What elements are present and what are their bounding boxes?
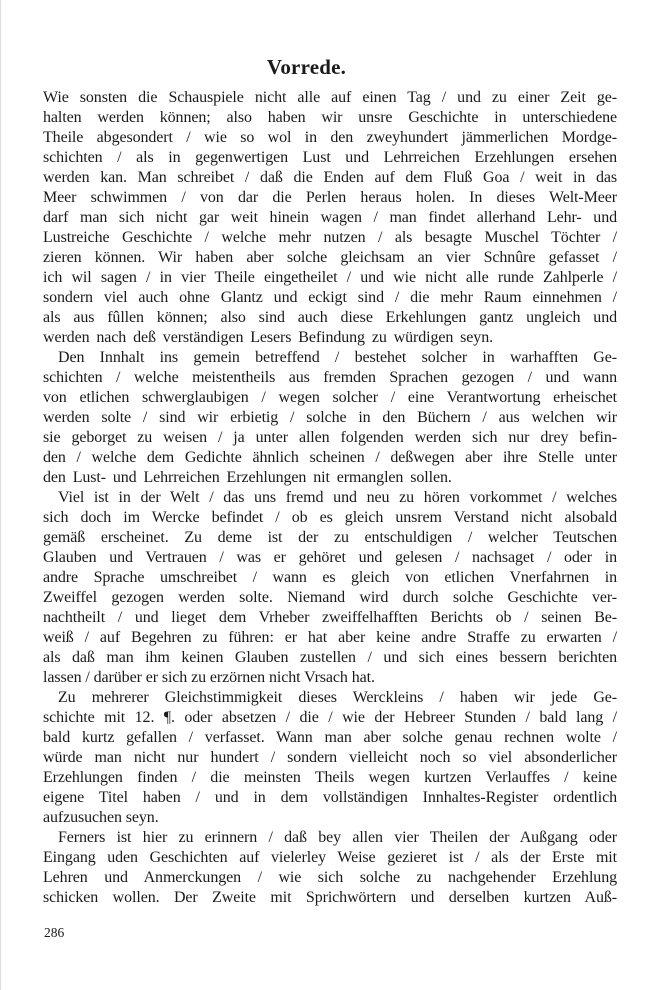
text-line: bald kurtz gefallen / verfasset. Wann man aber solche genau rechnen wolte / (43, 729, 617, 746)
page-number: 286 (44, 925, 65, 940)
text-line: Zweiffel gezogen werden solte. Niemand wird durch solche Geschichte ver- (43, 589, 617, 606)
text-line: werden kan. Man schreibet / daß die Enden auf dem Fluß Goa / weit in das (43, 169, 617, 186)
text-line: ich wil sagen / in vier Theile eingetheilet / und wie nicht alle runde Zahlperle / (43, 269, 617, 286)
text-line: aufzusuchen seyn. (43, 809, 159, 826)
text-line: als daß man ihm keinen Glauben zustellen / und sich eines bessern berichten (43, 649, 617, 666)
text-line: als aus fûllen können; also sind auch diese Erkehlungen gantz ungleich und (43, 309, 617, 326)
text-line: von etlichen schwerglaubigen / wegen solcher / eine Verantwortung erheischet (43, 389, 617, 406)
text-line: Lustreiche Geschichte / welche mehr nutzen / als besagte Muschel Töchter / (43, 229, 617, 246)
text-line: sich doch im Wercke befindet / ob es gleich unsrem Verstand nicht alsobald (43, 509, 617, 526)
paragraph (43, 488, 617, 688)
text-line: werden nach deß verständigen Lesers Befindung zu würdigen seyn. (43, 329, 494, 346)
text-line: eigene Titel haben / und in dem vollständigen Innhaltes-Register ordentlich (43, 789, 617, 806)
text-line: Theile abgesondert / wie so wol in den zweyhundert jämmerlichen Mordge- (43, 129, 617, 146)
text-line: nachtheilt / und lieget dem Vrheber zweiffelhafften Berichts ob / seinen Be- (43, 609, 617, 626)
page-body (43, 88, 617, 908)
text-line: andre Sprache umschreibet / wann es gleich von etlichen Vnerfahrnen in (43, 569, 617, 586)
text-line: Eingang uden Geschichten auf vielerley Weise gezieret ist / als der Erste mit (43, 849, 617, 866)
text-line: Wie sonsten die Schauspiele nicht alle auf einen Tag / und zu einer Zeit ge- (43, 89, 617, 106)
paragraph (43, 688, 617, 828)
text-line: sondern viel auch ohne Glantz und eckigt sind / die mehr Raum einnehmen / (43, 289, 617, 306)
text-line: Meer schwimmen / von dar die Perlen heraus holen. In dieses Welt-Meer (43, 189, 617, 206)
text-line: Erzehlungen finden / die meinsten Theils wegen kurtzen Verlauffes / keine (43, 769, 617, 786)
text-line: schichten / welche meistentheils aus fremden Sprachen gezogen / und wann (43, 369, 617, 386)
text-line: werden solte / sind wir erbietig / solche in den Büchern / aus welchen wir (43, 409, 617, 426)
text-line: Den Innhalt ins gemein betreffend / bestehet solcher in warhafften Ge- (58, 349, 617, 366)
text-line: schichten / als in gegenwertigen Lust und Lehrreichen Erzehlungen ersehen (43, 149, 617, 166)
text-line: würde man nicht nur hundert / sondern vielleicht noch so viel absonderlicher (43, 749, 617, 766)
text-line: weiß / auf Begehren zu führen: er hat aber keine andre Straffe zu erwarten / (43, 629, 617, 646)
text-line: den Lust- und Lehrreichen Erzehlungen nit ermanglen sollen. (43, 469, 452, 486)
paragraph (43, 88, 617, 348)
text-line: gemäß erscheinet. Zu deme ist der zu entschuldigen / welcher Teutschen (43, 529, 617, 546)
text-line: schicken wollen. Der Zweite mit Sprichwörtern und derselben kurtzen Auß- (43, 889, 617, 906)
text-line: den / welche dem Gedichte ähnlich scheinen / deßwegen aber ihre Stelle unter (43, 449, 617, 466)
text-line: Zu mehrerer Gleichstimmigkeit dieses Werckleins / haben wir jede Ge- (58, 689, 617, 706)
text-line: lassen / darüber er sich zu erzörnen nicht Vrsach hat. (43, 669, 375, 686)
text-line: Glauben und Vertrauen / was er gehöret und gelesen / nachsaget / oder in (43, 549, 617, 566)
text-line: sie geborget zu weisen / ja unter allen folgenden werden sich nur drey befin- (43, 429, 617, 446)
paragraph (43, 348, 617, 488)
text-line: halten werden können; also haben wir unsre Geschichte in unterschiedene (43, 109, 617, 126)
text-line: darf man sich nicht gar weit hinein wagen / man findet allerhand Lehr- und (43, 209, 617, 226)
text-line: zieren können. Wir haben aber solche gleichsam an vier Schnûre gefasset / (43, 249, 617, 266)
page-title: Vorrede. (266, 55, 347, 79)
text-line: Ferners ist hier zu erinnern / daß bey allen vier Theilen der Außgang oder (58, 829, 617, 846)
text-line: Viel ist in der Welt / das uns fremd und neu zu hören vorkommet / welches (58, 489, 617, 506)
text-line: Lehren und Anmerckungen / wie sich solche zu nachgehender Erzehlung (43, 869, 617, 886)
text-line: schichte mit 12. ¶. oder absetzen / die / wie der Hebreer Stunden / bald lang / (43, 709, 617, 726)
paragraph (43, 828, 617, 908)
